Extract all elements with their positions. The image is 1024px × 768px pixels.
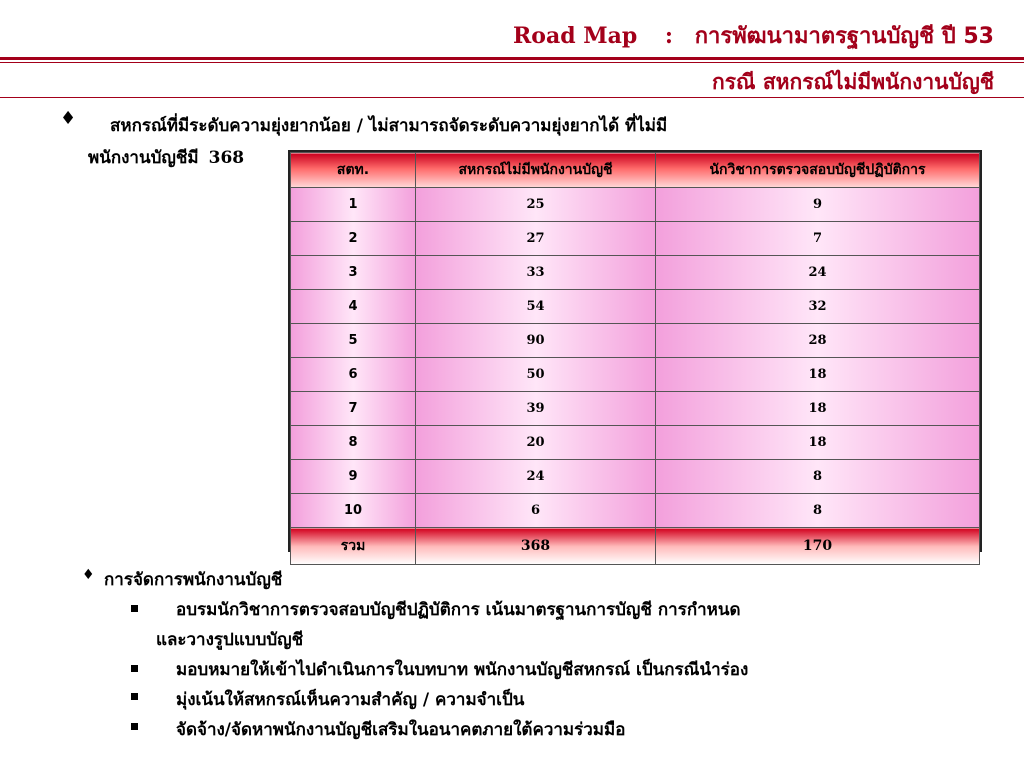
table-cell: 1 (291, 188, 416, 222)
table-row (291, 188, 980, 222)
table-row (291, 358, 980, 392)
header-audit-officers: นักวิชาการตรวจสอบบัญชีปฏิบัติการ (656, 153, 980, 188)
table-cell: 33 (416, 256, 656, 290)
table-cell: 27 (416, 222, 656, 256)
list-item: อบรมนักวิชาการตรวจสอบบัญชีปฏิบัติการ เน้นมาตรฐานการบัญชี การกำหนด (176, 600, 741, 620)
table-cell: 8 (656, 460, 980, 494)
total-label: รวม (291, 528, 416, 565)
table-row (291, 426, 980, 460)
table-cell: 3 (291, 256, 416, 290)
list-item: จัดจ้าง/จัดหาพนักงานบัญชีเสริมในอนาคตภายใต้ความร่วมมือ (176, 720, 626, 740)
intro-line-1: สหกรณ์ที่มีระดับความยุ่งยากน้อย / ไม่สามารถจัดระดับความยุ่งยากได้ ที่ไม่มี (110, 116, 668, 136)
header-office: สตท. (291, 153, 416, 188)
table-cell: 28 (656, 324, 980, 358)
diamond-bullet-icon: ♦ (82, 567, 95, 583)
table-cell: 6 (416, 494, 656, 528)
table-cell: 4 (291, 290, 416, 324)
square-bullet-icon (131, 693, 138, 700)
header-coops-without-accountant: สหกรณ์ไม่มีพนักงานบัญชี (416, 153, 656, 188)
table-cell: 90 (416, 324, 656, 358)
table-cell: 6 (291, 358, 416, 392)
title-separator: : (664, 23, 674, 49)
table-cell: 8 (656, 494, 980, 528)
square-bullet-icon (131, 665, 138, 672)
list-item-continuation: และวางรูปแบบบัญชี (156, 630, 304, 650)
table-cell: 18 (656, 392, 980, 426)
section-title: การจัดการพนักงานบัญชี (104, 570, 283, 590)
table-row (291, 392, 980, 426)
table-cell: 7 (291, 392, 416, 426)
table-cell: 9 (656, 188, 980, 222)
table-row (291, 256, 980, 290)
table-cell: 8 (291, 426, 416, 460)
subtitle-rule (0, 97, 1024, 98)
square-bullet-icon (131, 723, 138, 730)
table-cell: 18 (656, 358, 980, 392)
table-row (291, 494, 980, 528)
accounting-table (288, 150, 982, 552)
table-header-row (291, 153, 980, 188)
table-cell: 39 (416, 392, 656, 426)
table-cell: 25 (416, 188, 656, 222)
table-cell: 20 (416, 426, 656, 460)
list-item: มุ่งเน้นให้สหกรณ์เห็นความสำคัญ / ความจำเป็น (176, 690, 525, 710)
slide-title (513, 18, 994, 53)
table-cell: 2 (291, 222, 416, 256)
table-cell: 24 (416, 460, 656, 494)
table-cell: 24 (656, 256, 980, 290)
diamond-bullet-icon: ♦ (60, 108, 77, 129)
intro-line-2 (88, 144, 244, 171)
list-item: มอบหมายให้เข้าไปดำเนินการในบทบาท พนักงานบัญชีสหกรณ์ เป็นกรณีนำร่อง (176, 660, 749, 680)
table-row (291, 290, 980, 324)
table-total-row (291, 528, 980, 565)
total-coops: 368 (416, 528, 656, 565)
table-cell: 18 (656, 426, 980, 460)
table-row (291, 460, 980, 494)
table-cell: 32 (656, 290, 980, 324)
table-row (291, 324, 980, 358)
square-bullet-icon (131, 605, 138, 612)
title-rule-thick (0, 57, 1024, 60)
title-rule-thin (0, 62, 1024, 63)
table-row (291, 222, 980, 256)
intro-line-2-text: พนักงานบัญชีมี (88, 148, 199, 168)
total-officers: 170 (656, 528, 980, 565)
title-thai: การพัฒนามาตรฐานบัญชี ปี 53 (694, 24, 994, 49)
table-cell: 7 (656, 222, 980, 256)
table-cell: 9 (291, 460, 416, 494)
table-cell: 5 (291, 324, 416, 358)
slide-subtitle: กรณี สหกรณ์ไม่มีพนักงานบัญชี (712, 70, 994, 94)
intro-count: 368 (208, 148, 245, 168)
table-cell: 54 (416, 290, 656, 324)
table-cell: 50 (416, 358, 656, 392)
table-cell: 10 (291, 494, 416, 528)
title-roadmap: Road Map (512, 23, 638, 49)
